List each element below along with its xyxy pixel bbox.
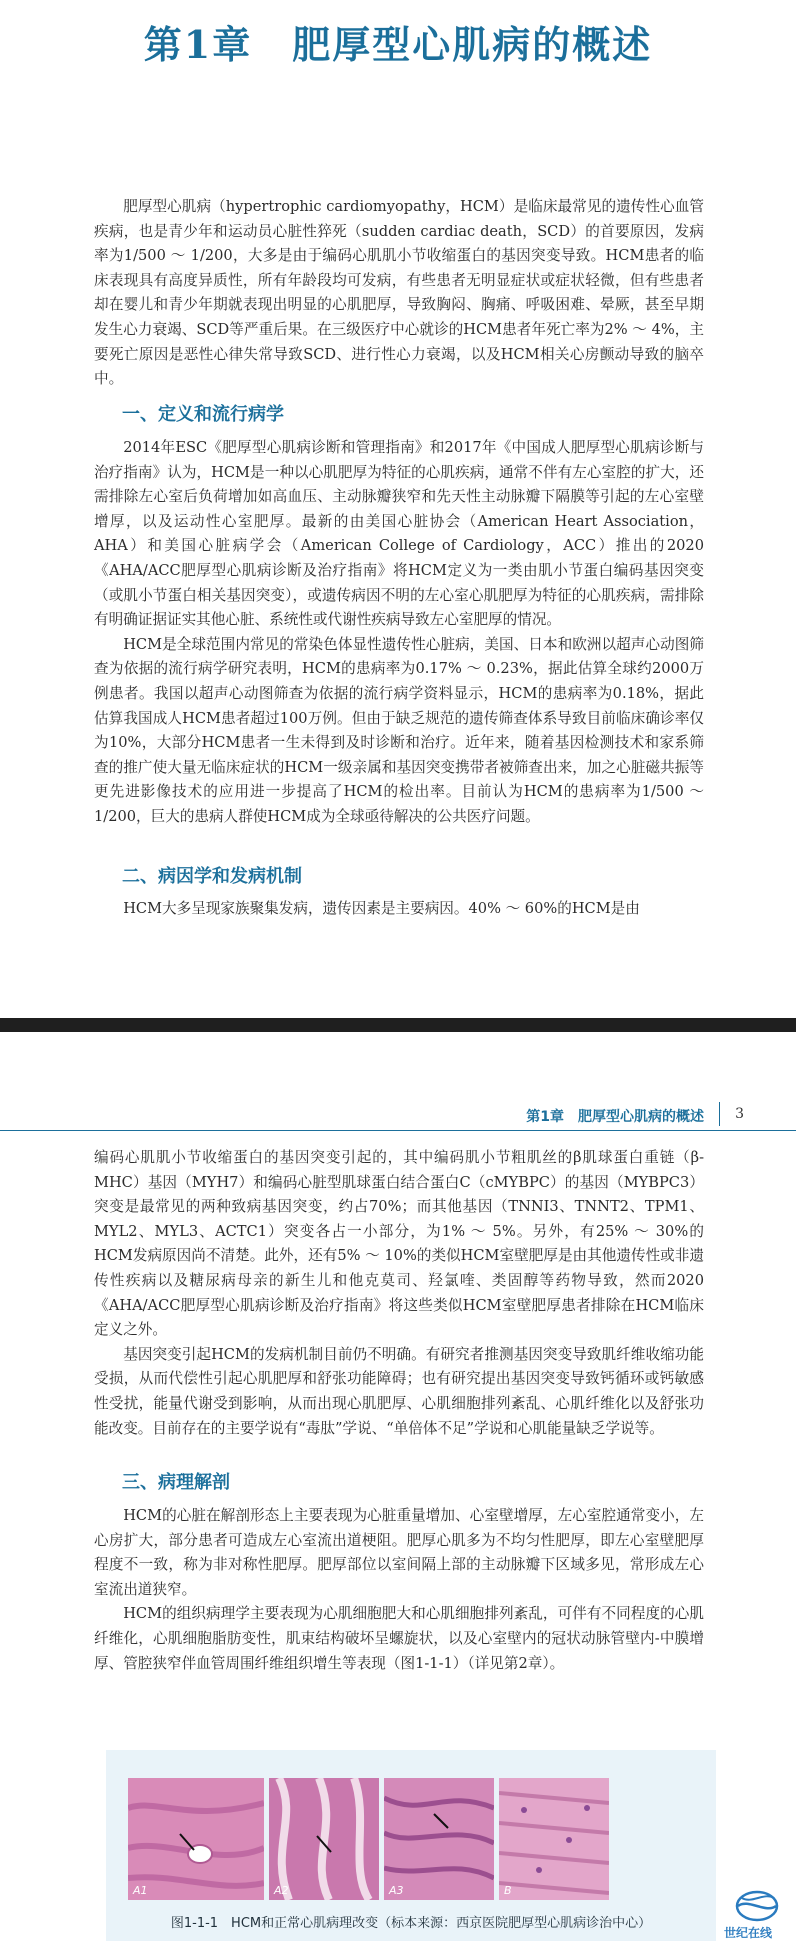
histology-image-a2	[269, 1778, 379, 1900]
histology-panel-a2	[269, 1778, 379, 1900]
histology-panel-a1	[128, 1778, 264, 1900]
histology-panel-b	[499, 1778, 609, 1900]
panel-label: B	[504, 1884, 512, 1897]
publisher-watermark	[722, 1890, 788, 1940]
page-divider	[0, 1018, 796, 1032]
globe-logo-icon	[734, 1890, 780, 1922]
panel-label: A3	[389, 1884, 404, 1897]
intro-paragraph	[94, 195, 704, 392]
section-heading-etiology: 二、病因学和发病机制	[122, 866, 302, 887]
histology-image-a1	[128, 1778, 264, 1900]
histology-image-a3	[384, 1778, 494, 1900]
paragraph: 基因突变引起HCM的发病机制目前仍不明确。有研究者推测基因突变导致肌纤维收缩功能受损，从而代偿性引起心肌肥厚和舒张功能障碍；也有研究提出基因突变导致钙循环或钙敏感性受扰，能量代谢受到影响，从而出现心肌肥厚、心肌细胞排列紊乱、心肌纤维化以及舒张功能改变。目前存在的主要学说有“毒肽”学说、“单倍体不足”学说和心肌能量缺乏学说等。	[94, 1345, 704, 1437]
header-rule	[0, 1130, 796, 1131]
paragraph: HCM的心脏在解剖形态上主要表现为心脏重量增加、心室壁增厚，左心室腔通常变小，左心房扩大，部分患者可造成左心室流出道梗阻。肥厚心肌多为不均匀性肥厚，即左心室壁肥厚程度不一致，称为非对称性肥厚。肥厚部位以室间隔上部的主动脉瓣下区域多见，常形成左心室流出道狭窄。	[94, 1507, 704, 1598]
page-2	[0, 1032, 796, 1941]
paragraph: 肥厚型心肌病（hypertrophic cardiomyopathy，HCM）是临床最常见的遗传性心血管疾病，也是青少年和运动员心脏性猝死（sudden cardiac death，SCD）的首要原因，发病率为1/500 ～ 1/200，大多是由于编码心肌肌小节收缩蛋白的基因突变导致。HCM患者的临床表现具有高度异质性，所有年龄段均可发病，有些患者无明显症状或症状轻微，但有些患者却在婴儿和青少年期就表现出明显的心肌肥厚，导致胸闷、胸痛、呼吸困难、晕厥，甚至早期发生心力衰竭、SCD等严重后果。在三级医疗中心就诊的HCM患者年死亡率为2% ～ 4%，主要死亡原因是恶性心律失常导致SCD、进行性心力衰竭，以及HCM相关心房颤动导致的脑卒中。	[94, 198, 704, 388]
page-number: 3	[735, 1106, 744, 1122]
paragraph: 2014年ESC《肥厚型心肌病诊断和管理指南》和2017年《中国成人肥厚型心肌病诊断与治疗指南》认为，HCM是一种以心肌肥厚为特征的心肌疾病，通常不伴有左心室腔的扩大，还需排除左心室后负荷增加如高血压、主动脉瓣狭窄和先天性主动脉瓣下隔膜等引起的左心室壁增厚，以及运动性心室肥厚。最新的由美国心脏协会（American Heart Association，AHA）和美国心脏病学会（American College of Cardiology，ACC）推出的2020《AHA/ACC肥厚型心肌病诊断及治疗指南》将HCM定义为一类由肌小节蛋白编码基因突变（或肌小节蛋白相关基因突变），或遗传病因不明的左心室心肌肥厚为特征的心肌疾病，需排除有明确证据证实其他心脏、系统性或代谢性疾病导致左心室肥厚的情况。	[94, 439, 704, 629]
figure-1-1-1	[106, 1750, 716, 1941]
section-1-body	[94, 436, 704, 830]
section-heading-definition: 一、定义和流行病学	[122, 404, 284, 425]
section-heading-pathology: 三、病理解剖	[122, 1472, 230, 1493]
header-separator	[719, 1102, 720, 1126]
panel-label: A1	[133, 1884, 148, 1897]
running-header	[0, 1098, 796, 1130]
paragraph: HCM是全球范围内常见的常染色体显性遗传性心脏病，美国、日本和欧洲以超声心动图筛查为依据的流行病学研究表明，HCM的患病率为0.17% ～ 0.23%，据此估算全球约2000万例患者。我国以超声心动图筛查为依据的流行病学资料显示，HCM的患病率为0.18%，据此估算我国成人HCM患者超过100万例。但由于缺乏规范的遗传筛查体系导致目前临床确诊率仅为10%，大部分HCM患者一生未得到及时诊断和治疗。近年来，随着基因检测技术和家系筛查的推广使大量无临床症状的HCM一级亲属和基因突变携带者被筛查出来，加之心脏磁共振等更先进影像技术的应用进一步提高了HCM的检出率。目前认为HCM的患病率为1/500 ～ 1/200，巨大的患病人群使HCM成为全球亟待解决的公共医疗问题。	[94, 635, 704, 825]
running-header-title: 第1章 肥厚型心肌病的概述	[526, 1109, 704, 1125]
paragraph: HCM大多呈现家族聚集发病，遗传因素是主要病因。40% ～ 60%的HCM是由	[123, 900, 640, 917]
paragraph: HCM的组织病理学主要表现为心肌细胞肥大和心肌细胞排列紊乱，可伴有不同程度的心肌纤维化，心肌细胞脂肪变性，肌束结构破坏呈螺旋状，以及心室壁内的冠状动脉管壁内-中膜增厚、管腔狭窄伴血管周围纤维组织增生等表现（图1-1-1）（详见第2章）。	[94, 1605, 704, 1672]
section-2-body	[94, 897, 704, 922]
section-2-continued	[94, 1146, 704, 1441]
figure-caption: 图1-1-1 HCM和正常心肌病理改变（标本来源：西京医院肥厚型心肌病诊治中心）	[170, 1916, 652, 1931]
paragraph: 编码心肌肌小节收缩蛋白的基因突变引起的，其中编码肌小节粗肌丝的β肌球蛋白重链（β-MHC）基因（MYH7）和编码心脏型肌球蛋白结合蛋白C（cMYBPC）的基因（MYBPC3）突变是最常见的两种致病基因突变，约占70%；而其他基因（TNNI3、TNNT2、TPM1、MYL2、MYL3、ACTC1）突变各占一小部分，为1% ～ 5%。另外，有25% ～ 30%的HCM发病原因尚不清楚。此外，还有5% ～ 10%的类似HCM室壁肥厚是由其他遗传性或非遗传性疾病以及糖尿病母亲的新生儿和他克莫司、羟氯喹、类固醇等药物导致，然而2020《AHA/ACC肥厚型心肌病诊断及治疗指南》将这些类似HCM室壁肥厚患者排除在HCM临床定义之外。	[94, 1149, 704, 1339]
histology-panel-a3	[384, 1778, 494, 1900]
panel-label: A2	[274, 1884, 289, 1897]
section-3-body	[94, 1504, 704, 1676]
chapter-title: 第1章 肥厚型心肌病的概述	[143, 22, 653, 67]
watermark-text: 世纪在线	[724, 1926, 773, 1940]
histology-image-b	[499, 1778, 609, 1900]
